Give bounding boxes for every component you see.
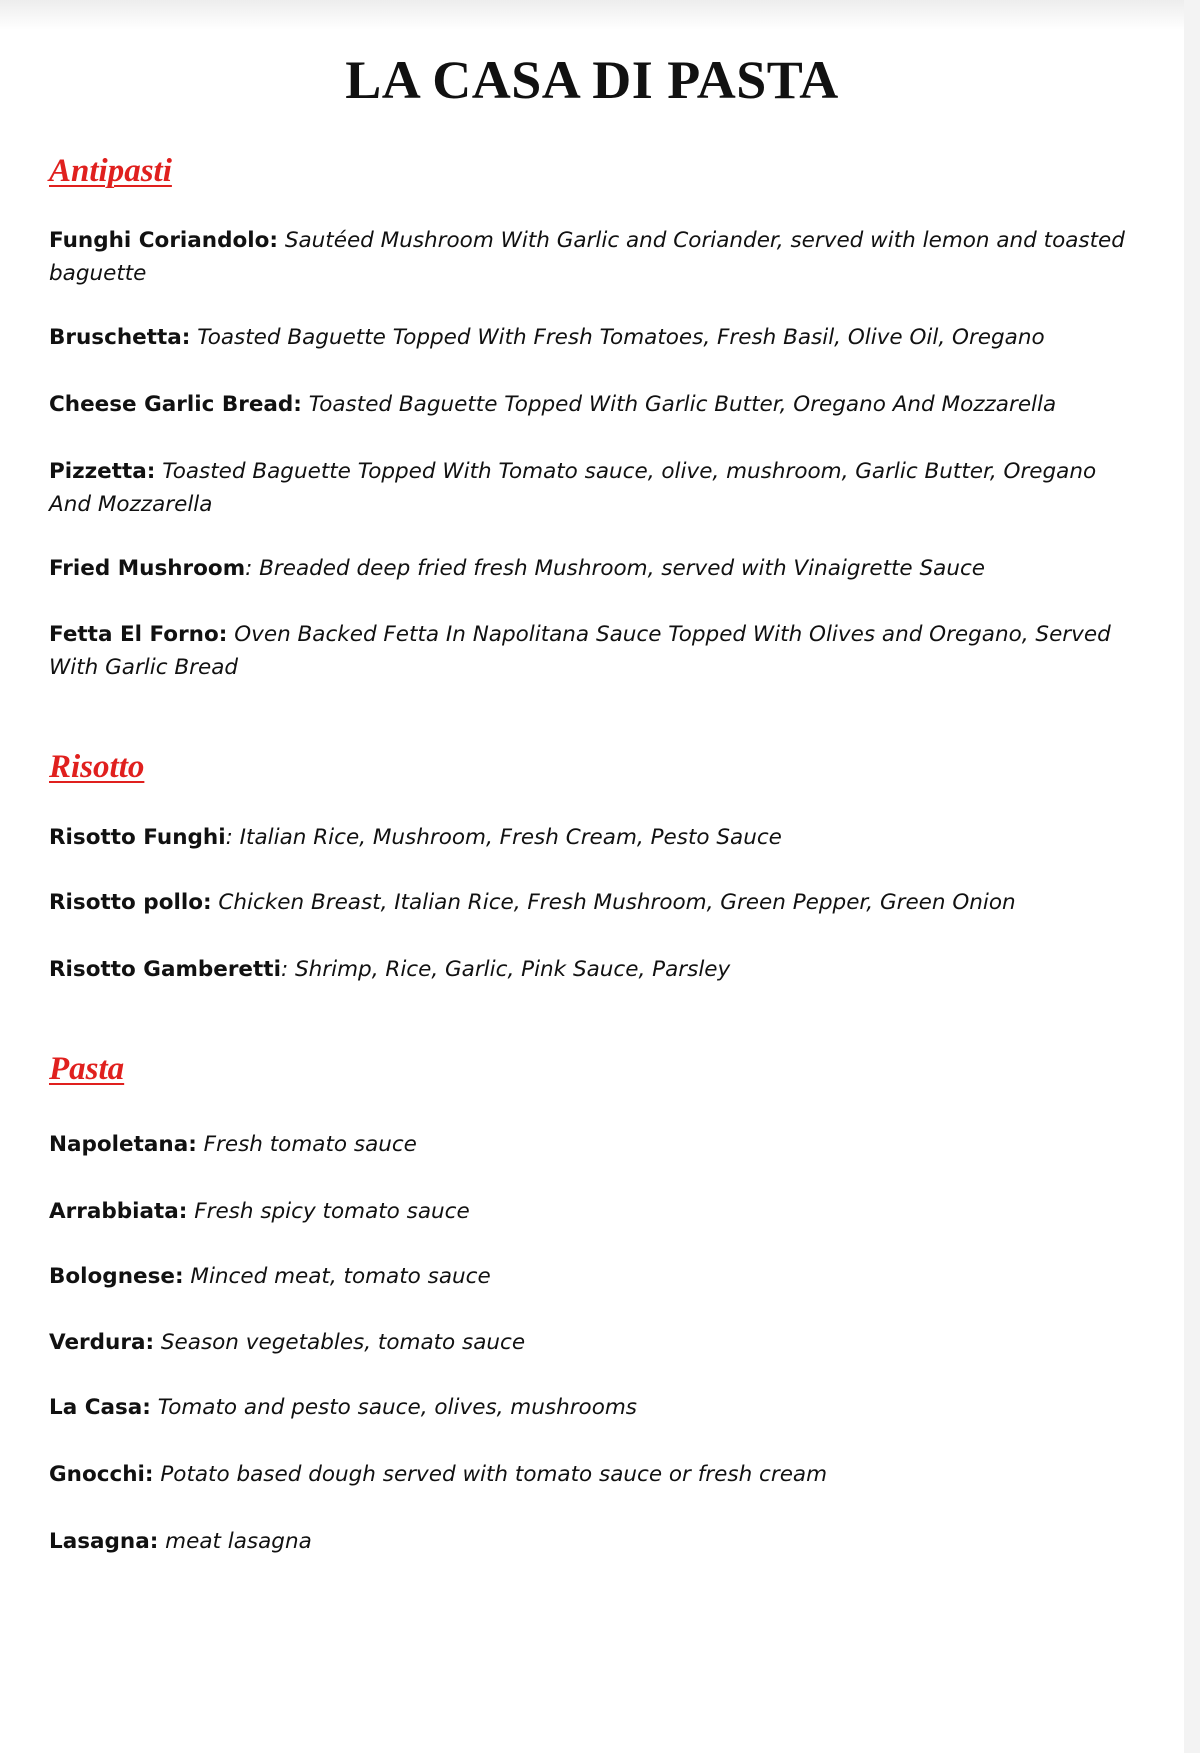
- menu-item: [49, 321, 1134, 354]
- item-description: Sautéed Mushroom With Garlic and Coriander, served with lemon and toasted baguette: [49, 228, 1125, 286]
- menu-item: [49, 1458, 1134, 1491]
- menu-item: [49, 821, 1134, 854]
- item-description: Chicken Breast, Italian Rice, Fresh Mushroom, Green Pepper, Green Onion: [211, 890, 1016, 915]
- menu-item: [49, 1195, 1134, 1228]
- menu-item: [49, 886, 1134, 919]
- menu-item: [49, 388, 1134, 421]
- item-description: Toasted Baguette Topped With Fresh Tomatoes, Fresh Basil, Olive Oil, Oregano: [190, 325, 1045, 350]
- item-name: Fetta El Forno:: [49, 622, 228, 647]
- item-description: Season vegetables, tomato sauce: [154, 1330, 526, 1355]
- item-description: Minced meat, tomato sauce: [183, 1264, 491, 1289]
- menu-title: LA CASA DI PASTA: [345, 50, 839, 110]
- menu-item: [49, 1326, 1134, 1359]
- item-description: : Breaded deep fried fresh Mushroom, served with Vinaigrette Sauce: [245, 556, 985, 581]
- item-name: Risotto pollo:: [49, 890, 212, 915]
- menu-item: [49, 953, 1134, 986]
- item-description: Oven Backed Fetta In Napolitana Sauce Topped With Olives and Oregano, Served With Garlic Bread: [49, 622, 1111, 680]
- item-name: Funghi Coriandolo:: [49, 228, 279, 253]
- menu-item: [49, 1525, 1134, 1558]
- item-name: Cheese Garlic Bread:: [49, 392, 302, 417]
- item-name: Risotto Gamberetti: [49, 957, 281, 982]
- item-description: Toasted Baguette Topped With Tomato sauce, olive, mushroom, Garlic Butter, Oregano And Mozzarella: [49, 459, 1097, 517]
- section-heading-risotto: Risotto: [49, 749, 145, 785]
- item-name: Bruschetta:: [49, 325, 191, 350]
- menu-item: [49, 224, 1134, 290]
- item-description: Toasted Baguette Topped With Garlic Butter, Oregano And Mozzarella: [301, 392, 1057, 417]
- menu-item: [49, 618, 1134, 684]
- item-description: : Shrimp, Rice, Garlic, Pink Sauce, Parsley: [280, 957, 731, 982]
- item-name: Napoletana:: [49, 1132, 197, 1157]
- item-description: Tomato and pesto sauce, olives, mushrooms: [150, 1395, 638, 1420]
- item-name: Pizzetta:: [49, 459, 156, 484]
- item-description: Fresh tomato sauce: [196, 1132, 417, 1157]
- item-name: Verdura:: [49, 1330, 155, 1355]
- item-name: Bolognese:: [49, 1264, 184, 1289]
- item-name: Lasagna:: [49, 1529, 159, 1554]
- item-description: meat lasagna: [158, 1529, 312, 1554]
- menu-item: [49, 1260, 1134, 1293]
- item-name: Gnocchi:: [49, 1462, 154, 1487]
- menu-item: [49, 1128, 1134, 1161]
- item-name: Fried Mushroom: [49, 556, 246, 581]
- item-description: Fresh spicy tomato sauce: [187, 1199, 470, 1224]
- menu-item: [49, 455, 1134, 521]
- item-name: Risotto Funghi: [49, 825, 226, 850]
- top-shadow: [0, 0, 1184, 30]
- menu-item: [49, 552, 1134, 585]
- section-heading-pasta: Pasta: [49, 1051, 125, 1087]
- item-name: Arrabbiata:: [49, 1199, 188, 1224]
- item-description: Potato based dough served with tomato sauce or fresh cream: [153, 1462, 828, 1487]
- menu-item: [49, 1391, 1134, 1424]
- item-name: La Casa:: [49, 1395, 151, 1420]
- section-heading-antipasti: Antipasti: [49, 153, 172, 189]
- item-description: : Italian Rice, Mushroom, Fresh Cream, Pesto Sauce: [225, 825, 782, 850]
